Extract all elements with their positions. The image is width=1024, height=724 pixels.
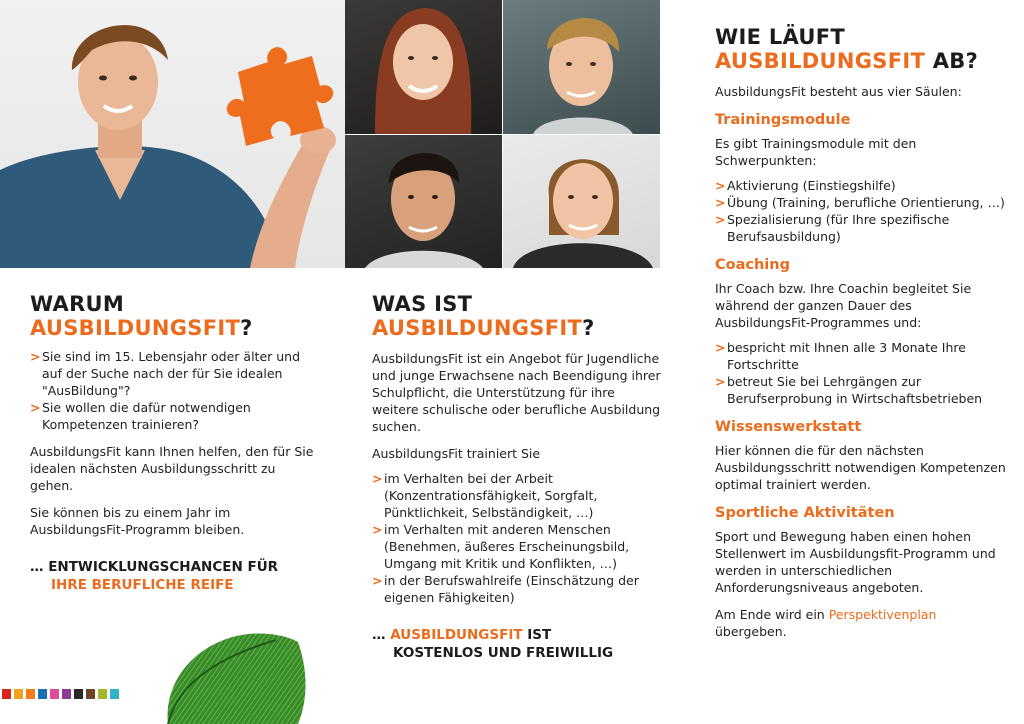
section-title: Wissenswerkstatt <box>715 419 862 435</box>
list-item: > betreut Sie bei Lehrgängen zur Berufserprobung in Wirtschaftsbetrieben <box>715 373 1010 407</box>
closing-paragraph: Am Ende wird ein Perspektivenplan übergeben. <box>715 607 937 639</box>
paragraph: AusbildungsFit besteht aus vier Säulen: <box>715 84 962 99</box>
color-stripe <box>26 689 35 699</box>
photo-young-woman-smiling <box>345 0 502 134</box>
photo-young-man-blond <box>503 0 660 134</box>
paragraph: AusbildungsFit trainiert Sie <box>372 446 541 461</box>
list-item: > in der Berufswahlreife (Einschätzung der eigenen Fähigkeiten) <box>372 572 662 606</box>
list-item: > Aktivierung (Einstiegshilfe) <box>715 177 1010 194</box>
color-stripes <box>2 689 122 699</box>
photo-young-man-dark-hair <box>345 135 502 268</box>
list-item: > Sie wollen die dafür notwendigen Kompetenzen trainieren? <box>30 399 315 433</box>
list-item: > Übung (Training, berufliche Orientierung, …) <box>715 194 1010 211</box>
tagline: … ENTWICKLUNGSCHANCEN FÜR IHRE BERUFLICHE REIFE <box>30 559 279 593</box>
paragraph: AusbildungsFit ist ein Angebot für Jugendliche und junge Erwachsene nach Beendigung ihrer Schulpflicht, die Unterstützung für ihre weitere schulische oder berufliche Ausbildung suchen. <box>372 351 661 434</box>
color-stripe <box>2 689 11 699</box>
paragraph: Es gibt Trainingsmodule mit den Schwerpunkten: <box>715 136 917 168</box>
list-item: > im Verhalten mit anderen Menschen (Benehmen, äußeres Erscheinungsbild, Umgang mit Kritik und Konflikten, …) <box>372 521 662 572</box>
section-title: Sportliche Aktivitäten <box>715 505 895 521</box>
heading-was-ist: WAS IST AUSBILDUNGSFIT? <box>372 292 595 340</box>
bullet-list <box>372 470 662 606</box>
paragraph: Ihr Coach bzw. Ihre Coachin begleitet Sie während der ganzen Dauer des AusbildungsFit-Programmes und: <box>715 281 972 330</box>
list-item: > Spezialisierung (für Ihre spezifische Berufsausbildung) <box>715 211 1010 245</box>
color-stripe <box>14 689 23 699</box>
color-stripe <box>86 689 95 699</box>
color-stripe <box>110 689 119 699</box>
bullet-list <box>715 339 1010 407</box>
heading-warum: WARUM AUSBILDUNGSFIT? <box>30 292 253 340</box>
color-stripe <box>50 689 59 699</box>
heading-wie-laeuft: WIE LÄUFT AUSBILDUNGSFIT AB? <box>715 25 979 73</box>
list-item: > Sie sind im 15. Lebensjahr oder älter und auf der Suche nach der für Sie idealen "AusBildung"? <box>30 348 315 399</box>
photo-young-woman-dark-top <box>503 135 660 268</box>
color-stripe <box>74 689 83 699</box>
color-stripe <box>62 689 71 699</box>
paragraph: AusbildungsFit kann Ihnen helfen, den für Sie idealen nächsten Ausbildungsschritt zu gehen. <box>30 444 314 493</box>
paragraph: Hier können die für den nächsten Ausbildungsschritt notwendigen Kompetenzen optimal trainiert werden. <box>715 443 1006 492</box>
section-title: Trainingsmodule <box>715 112 851 128</box>
section-title: Coaching <box>715 257 790 273</box>
photo-young-man-puzzle <box>0 0 345 268</box>
leaf-graphic <box>158 620 318 724</box>
bullet-list <box>30 348 315 433</box>
paragraph: Sie können bis zu einem Jahr im AusbildungsFit-Programm bleiben. <box>30 505 245 537</box>
list-item: > bespricht mit Ihnen alle 3 Monate Ihre Fortschritte <box>715 339 1010 373</box>
bullet-list <box>715 177 1010 245</box>
column-wie-laeuft <box>715 25 1010 640</box>
column-was-ist <box>372 292 662 662</box>
tagline: … AUSBILDUNGSFIT IST KOSTENLOS UND FREIWILLIG <box>372 627 614 661</box>
color-stripe <box>98 689 107 699</box>
column-warum <box>30 292 315 594</box>
paragraph: Sport und Bewegung haben einen hohen Stellenwert im Ausbildungsfit-Programm und werden in unterschiedlichen Anforderungsniveaus angeboten. <box>715 529 996 595</box>
list-item: > im Verhalten bei der Arbeit (Konzentrationsfähigkeit, Sorgfalt, Pünktlichkeit, Selbständigkeit, …) <box>372 470 662 521</box>
color-stripe <box>38 689 47 699</box>
